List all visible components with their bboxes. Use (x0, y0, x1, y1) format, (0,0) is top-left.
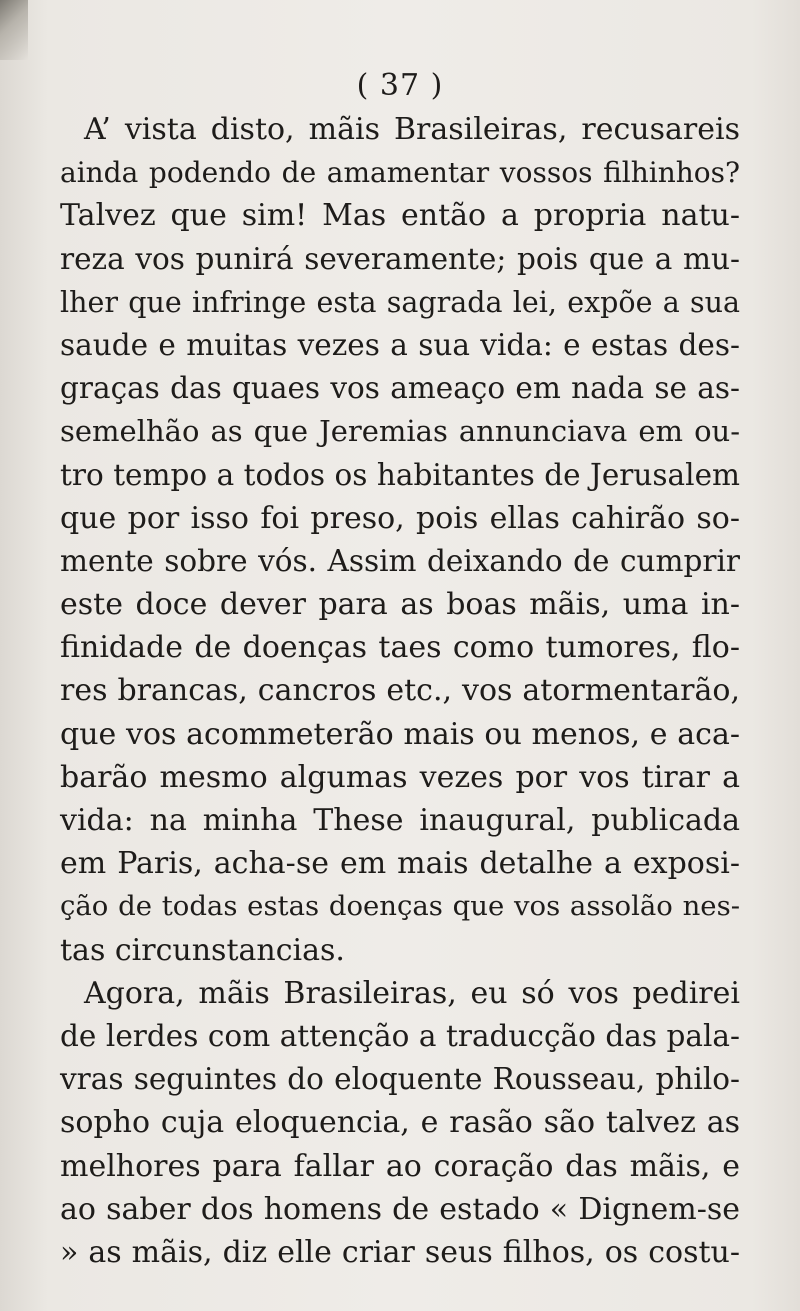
text-line: este doce dever para as boas mãis, uma in- (60, 587, 740, 623)
body-text (60, 108, 740, 1274)
text-line: Talvez que sim! Mas então a propria natu- (60, 198, 740, 234)
text-line: ção de todas estas doenças que vos assolão nes- (60, 890, 740, 923)
text-line: de lerdes com attenção a traducção das pala- (60, 1018, 740, 1053)
text-line: tas circunstancias. (60, 932, 345, 968)
text-line: semelhão as que Jeremias annunciava em ou- (60, 414, 740, 449)
text-line: A’ vista disto, mãis Brasileiras, recusareis (84, 112, 740, 147)
text-line: que vos acommeterão mais ou menos, e aca- (60, 716, 740, 752)
text-line: ainda podendo de amamentar vossos filhinhos? (60, 156, 740, 190)
text-line: sopho cuja eloquencia, e rasão são talvez as (60, 1105, 740, 1141)
text-line: mente sobre vós. Assim deixando de cumprir (60, 543, 740, 578)
text-line: reza vos punirá severamente; pois que a mu- (60, 241, 740, 276)
text-line: » as mãis, diz elle criar seus filhos, os costu- (60, 1234, 740, 1270)
text-line: graças das quaes vos ameaço em nada se as- (60, 371, 740, 406)
page-number: ( 37 ) (356, 68, 444, 103)
page-corner-shadow (0, 0, 28, 60)
text-line: em Paris, acha-se em mais detalhe a exposi- (60, 846, 740, 882)
text-line: vras seguintes do eloquente Rousseau, philo- (60, 1062, 740, 1097)
text-line: vida: na minha These inaugural, publicada (60, 803, 740, 838)
text-line: res brancas, cancros etc., vos atormentarão, (60, 673, 740, 709)
text-line: lher que infringe esta sagrada lei, expõe a sua (60, 285, 740, 319)
text-line: melhores para fallar ao coração das mãis, e (60, 1148, 740, 1184)
text-line: ao saber dos homens de estado « Dignem-se (60, 1191, 740, 1227)
text-line: saude e muitas vezes a sua vida: e estas des- (60, 327, 740, 362)
text-line: barão mesmo algumas vezes por vos tirar a (60, 759, 740, 795)
text-line: que por isso foi preso, pois ellas cahirão so- (60, 500, 740, 536)
text-line: tro tempo a todos os habitantes de Jerusalem (60, 457, 740, 492)
text-line: finidade de doenças taes como tumores, flo- (60, 630, 740, 666)
text-line: Agora, mãis Brasileiras, eu só vos pedirei (84, 975, 740, 1011)
